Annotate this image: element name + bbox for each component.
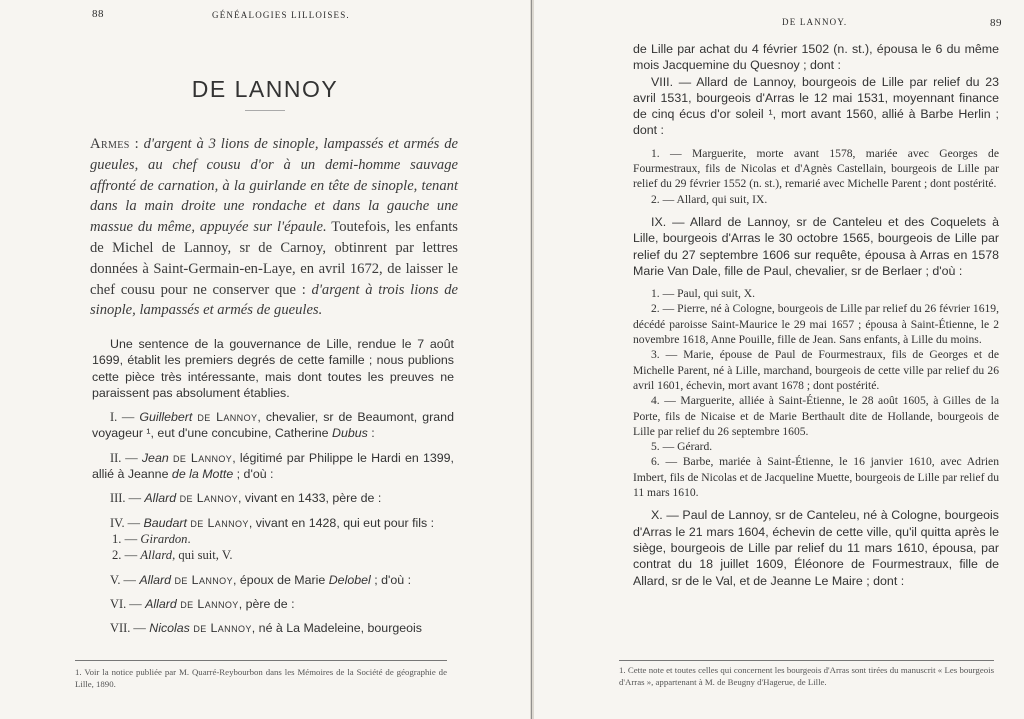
right-body bbox=[633, 41, 999, 589]
armes-paragraph: Armes : d'argent à 3 lions de sinople, lampassés et armés de gueules, au chef cousu d'or à un demi-homme sauvage affronté de carnation, à la guirlande en tête de sinople, tenant dans la main droite une rondache et dans la gauche une massue du même, appuyée sur l'épaule. Toutefois, les enfants de Michel de Lannoy, sr de Carnoy, obtinrent par lettres données à Saint-Germain-en-Laye, en avril 1672, de laisser le chef cousu pour ne conserver que : d'argent à trois lions de sinople, lampassés et armés de gueules. bbox=[90, 136, 459, 319]
entry-ii: II. — Jean de Lannoy, légitimé par Philippe le Hardi en 1399, allié à Jeanne de la Motte ; d'où : bbox=[92, 450, 454, 482]
entry-v: V. — Allard de Lannoy, époux de Marie Delobel ; d'où : bbox=[110, 572, 412, 587]
child-ix-5: 5. — Gérard. bbox=[651, 440, 713, 454]
entry-iii: III. — Allard de Lannoy, vivant en 1433, père de : bbox=[110, 491, 382, 506]
child-ix-4: 4. — Marguerite, alliée à Saint-Étienne, le 28 août 1605, à Gilles de la Porte, fils de Nicaise et de Marie Berthault dite de Hollande, bourgeois de Lille par relief du 26 septembre 1605. bbox=[633, 394, 999, 438]
entry-vi: VI. — Allard de Lannoy, père de : bbox=[110, 596, 295, 611]
entry-viii: VIII. — Allard de Lannoy, bourgeois de Lille par relief du 23 avril 1531, bourgeois d'Arras le 12 mai 1531, moyennant finance de cinq écus d'or soleil ¹, mort avant 1560, allié à Barbe Herlin ; dont : bbox=[633, 74, 999, 138]
child-iv-2: 2. — Allard, qui suit, V. bbox=[112, 548, 233, 563]
armes-label: Armes bbox=[90, 136, 130, 152]
footnote: 1. Voir la notice publiée par M. Quarré-Reybourbon dans les Mémoires de la Société de géographie de Lille, 1890. bbox=[75, 667, 447, 689]
entry-i: I. — Guillebert de Lannoy, chevalier, sr de Beaumont, grand voyageur ¹, eut d'une concubine, Catherine Dubus : bbox=[92, 410, 454, 441]
page-title: DE LANNOY bbox=[191, 76, 339, 102]
armes-note: Toutefois, les enfants de Michel de Lannoy, sr de Carnoy, obtinrent par lettres données à Saint-Germain-en-Laye, en avril 1672, de laisser le chef cousu pour ne conserver que : bbox=[90, 219, 458, 298]
child-ix-2: 2. — Pierre, né à Cologne, bourgeois de Lille par relief du 26 février 1619, décédé paroisse Saint-Maurice le 29 mai 1657 ; épousa à Saint-Étienne, le 2 novembre 1618, Anne Pouille, fille de Jean. Sans enfants, à Lille du moins. bbox=[633, 302, 999, 347]
entry-ix: IX. — Allard de Lannoy, sr de Canteleu et des Coquelets à Lille, bourgeois d'Arras le 30 octobre 1565, bourgeois de Lille par relief du 27 septembre 1606 sur requête, épousa à Arras en 1578 Marie Van Dale, fille de Paul, chevalier, sr de Berlaer ; d'où : bbox=[633, 214, 999, 278]
footnote: 1. Cette note et toutes celles qui concernent les bourgeois d'Arras sont tirées du manuscrit « Les bourgeois d'Arras », appartenant à M. de Beugny d'Hagerue, de Lille. bbox=[619, 665, 994, 687]
armes-blazon: d'argent à 3 lions de sinople, lampassés et armés de gueules, au chef cousu d'or à un demi-homme sauvage affronté de carnation, à la guirlande en tête de sinople, tenant dans la main droite une rondache et dans la gauche une massue du même, appuyée sur l'épaule. bbox=[90, 136, 458, 236]
page-number: 88 bbox=[92, 8, 104, 20]
entry-x: X. — Paul de Lannoy, sr de Canteleu, né à Cologne, bourgeois d'Arras le 21 mars 1604, échevin de cette ville, qu'il quitta après le siège, bourgeois de Lille par relief du 11 mars 1610, épousa, par contrat du 18 juillet 1609, Éléonore de Fourmestraux, fille de Allard, sr de le Val, et de Jeanne Le Maire ; dont : bbox=[633, 508, 999, 588]
entry-vii: VII. — Nicolas de Lannoy, né à La Madeleine, bourgeois bbox=[110, 621, 422, 636]
running-head: GÉNÉALOGIES LILLOISES. bbox=[212, 10, 350, 20]
entry-iv: IV. — Baudart de Lannoy, vivant en 1428, qui eut pour fils : bbox=[110, 515, 435, 530]
child-iv-1: 1. — Girardon. bbox=[112, 531, 191, 546]
intro-paragraph: Une sentence de la gouvernance de Lille, rendue le 7 août 1699, établit les premiers degrés de cette famille ; nous publions cette pièce très intéressante, mais dont toutes les preuves ne paraissent pas absolument établies. bbox=[92, 337, 454, 400]
child-viii-2: 2. — Allard, qui suit, IX. bbox=[651, 192, 768, 206]
child-viii-1: 1. — Marguerite, morte avant 1578, mariée avec Georges de Fourmestraux, fils de Nicolas et d'Agnès Castellain, bourgeois de Lille par relief du 29 février 1552 (n. st.), remarié avec Michelle Parent ; dont postérité. bbox=[633, 146, 999, 191]
armes-blazon-simplified: d'argent à trois lions de sinople, lampassés et armés de gueules. bbox=[90, 281, 459, 319]
child-ix-3: 3. — Marie, épouse de Paul de Fourmestraux, fils de Georges et de Michelle Parent, né à Lille, marchand, bourgeois de cette ville par relief du 26 avril 1601, échevin, mort avant 1678 ; dont postérité. bbox=[633, 348, 999, 392]
right-page bbox=[534, 0, 1024, 719]
page-number: 89 bbox=[990, 17, 1002, 29]
footnote-divider bbox=[75, 660, 447, 661]
left-body bbox=[92, 336, 454, 636]
footnote-divider bbox=[619, 660, 994, 661]
running-head: DE LANNOY. bbox=[782, 17, 848, 27]
continuation-paragraph: de Lille par achat du 4 février 1502 (n. st.), épousa le 6 du même mois Jacquemine du Quesnoy ; dont : bbox=[633, 42, 999, 73]
child-ix-6: 6. — Barbe, mariée à Saint-Étienne, le 16 janvier 1610, avec Adrien Imbert, fils de Nicolas et de Jacqueline Muette, bourgeois de Lille par relief du 11 mars 1610. bbox=[633, 455, 999, 500]
title-divider bbox=[245, 110, 285, 111]
child-ix-1: 1. — Paul, qui suit, X. bbox=[651, 287, 756, 301]
